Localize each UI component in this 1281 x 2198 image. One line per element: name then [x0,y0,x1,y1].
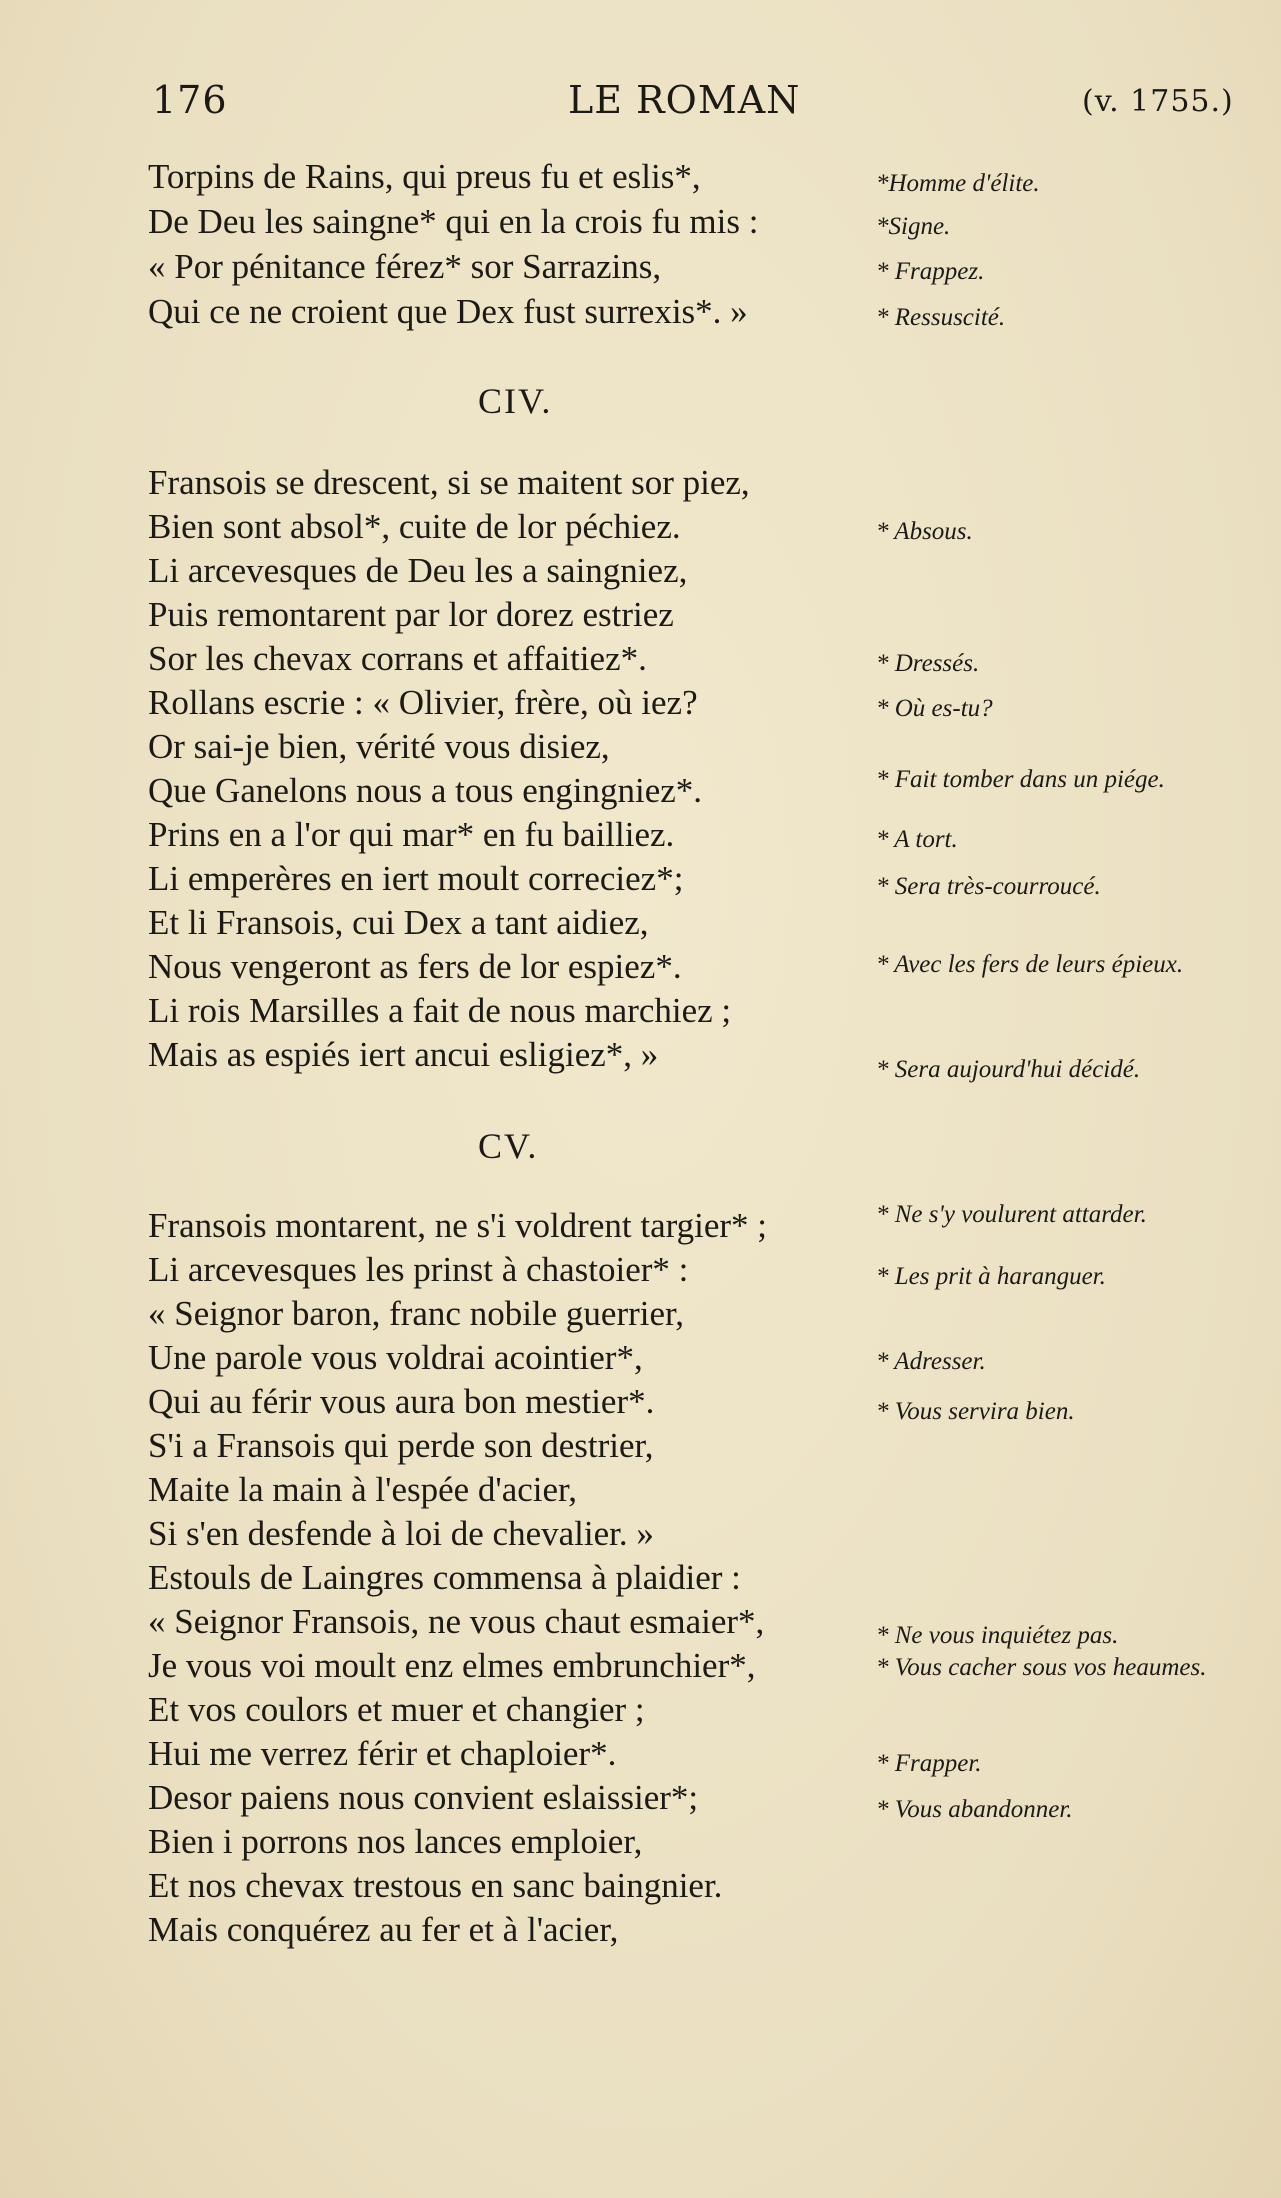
verse-line: S'i a Fransois qui perde son destrier, [148,1426,654,1465]
verse-line: Rollans escrie : « Olivier, frère, où iez? [148,683,698,722]
verse-line: Qui ce ne croient que Dex fust surrexis*. » [148,292,748,331]
verse-line: Si s'en desfende à loi de chevalier. » [148,1514,654,1553]
verse-line: Li rois Marsilles a fait de nous marchiez ; [148,991,732,1030]
verse-line: « Por pénitance férez* sor Sarrazins, [148,247,662,286]
verse-line: Maite la main à l'espée d'acier, [148,1470,578,1509]
verse-line: Estouls de Laingres commensa à plaidier : [148,1558,741,1597]
gloss-note: * Vous cacher sous vos heaumes. [876,1654,1207,1681]
running-header [0,78,1281,128]
gloss-note: * Avec les fers de leurs épieux. [876,951,1184,978]
verse-line: Que Ganelons nous a tous engingniez*. [148,771,703,810]
verse-line: Bien i porrons nos lances emploier, [148,1822,643,1861]
running-title: LE ROMAN [568,78,801,122]
verse-line: « Seignor baron, franc nobile guerrier, [148,1294,685,1333]
stanza-heading: CV. [478,1126,539,1166]
stanza-heading: CIV. [478,381,553,421]
verse-line: Li arcevesques de Deu les a saingniez, [148,551,688,590]
verse-line: Et vos coulors et muer et changier ; [148,1690,645,1729]
verse-line: Hui me verrez férir et chaploier*. [148,1734,617,1773]
verse-line: Mais conquérez au fer et à l'acier, [148,1910,619,1949]
gloss-note: * Ne vous inquiétez pas. [876,1622,1119,1649]
gloss-note: *Signe. [876,213,951,240]
verse-line: Prins en a l'or qui mar* en fu bailliez. [148,815,675,854]
gloss-note: * Les prit à haranguer. [876,1263,1106,1290]
verse-line: Puis remontarent par lor dorez estriez [148,595,674,634]
verse-line: Mais as espiés iert ancui esligiez*, » [148,1035,659,1074]
verse-line: Et nos chevax trestous en sanc baingnier. [148,1866,723,1905]
gloss-note: * Frapper. [876,1750,982,1777]
gloss-note: * Sera aujourd'hui décidé. [876,1056,1141,1083]
gloss-note: * Absous. [876,518,973,545]
gloss-note: * Vous servira bien. [876,1398,1075,1425]
verse-line: Et li Fransois, cui Dex a tant aidiez, [148,903,649,942]
gloss-note: * Adresser. [876,1348,986,1375]
verse-reference: (v. 1755.) [1082,84,1234,119]
gloss-note: *Homme d'élite. [876,170,1040,197]
verse-line: Bien sont absol*, cuite de lor péchiez. [148,507,681,546]
gloss-note: * A tort. [876,826,958,853]
verse-line: Torpins de Rains, qui preus fu et eslis*, [148,157,701,196]
gloss-note: * Vous abandonner. [876,1796,1073,1823]
verse-line: Une parole vous voldrai acointier*, [148,1338,643,1377]
verse-line: « Seignor Fransois, ne vous chaut esmaier*, [148,1602,765,1641]
verse-line: Fransois se drescent, si se maitent sor piez, [148,463,750,502]
page-number: 176 [152,78,228,122]
verse-line: Nous vengeront as fers de lor espiez*. [148,947,682,986]
gloss-note: * Sera très-courroucé. [876,873,1101,900]
verse-line: Sor les chevax corrans et affaitiez*. [148,639,647,678]
verse-line: Desor paiens nous convient eslaissier*; [148,1778,699,1817]
gloss-note: * Ne s'y voulurent attarder. [876,1201,1147,1228]
verse-line: Or sai-je bien, vérité vous disiez, [148,727,610,766]
verse-line: Je vous voi moult enz elmes embrunchier*, [148,1646,756,1685]
gloss-note: * Où es-tu? [876,695,993,722]
verse-line: Li emperères en iert moult correciez*; [148,859,684,898]
verse-line: De Deu les saingne* qui en la crois fu mis : [148,202,759,241]
verse-line: Qui au férir vous aura bon mestier*. [148,1382,655,1421]
gloss-note: * Frappez. [876,258,985,285]
gloss-note: * Dressés. [876,650,980,677]
gloss-note: * Fait tomber dans un piége. [876,766,1165,793]
verse-line: Fransois montarent, ne s'i voldrent targier* ; [148,1206,768,1245]
verse-line: Li arcevesques les prinst à chastoier* : [148,1250,689,1289]
gloss-note: * Ressuscité. [876,304,1006,331]
